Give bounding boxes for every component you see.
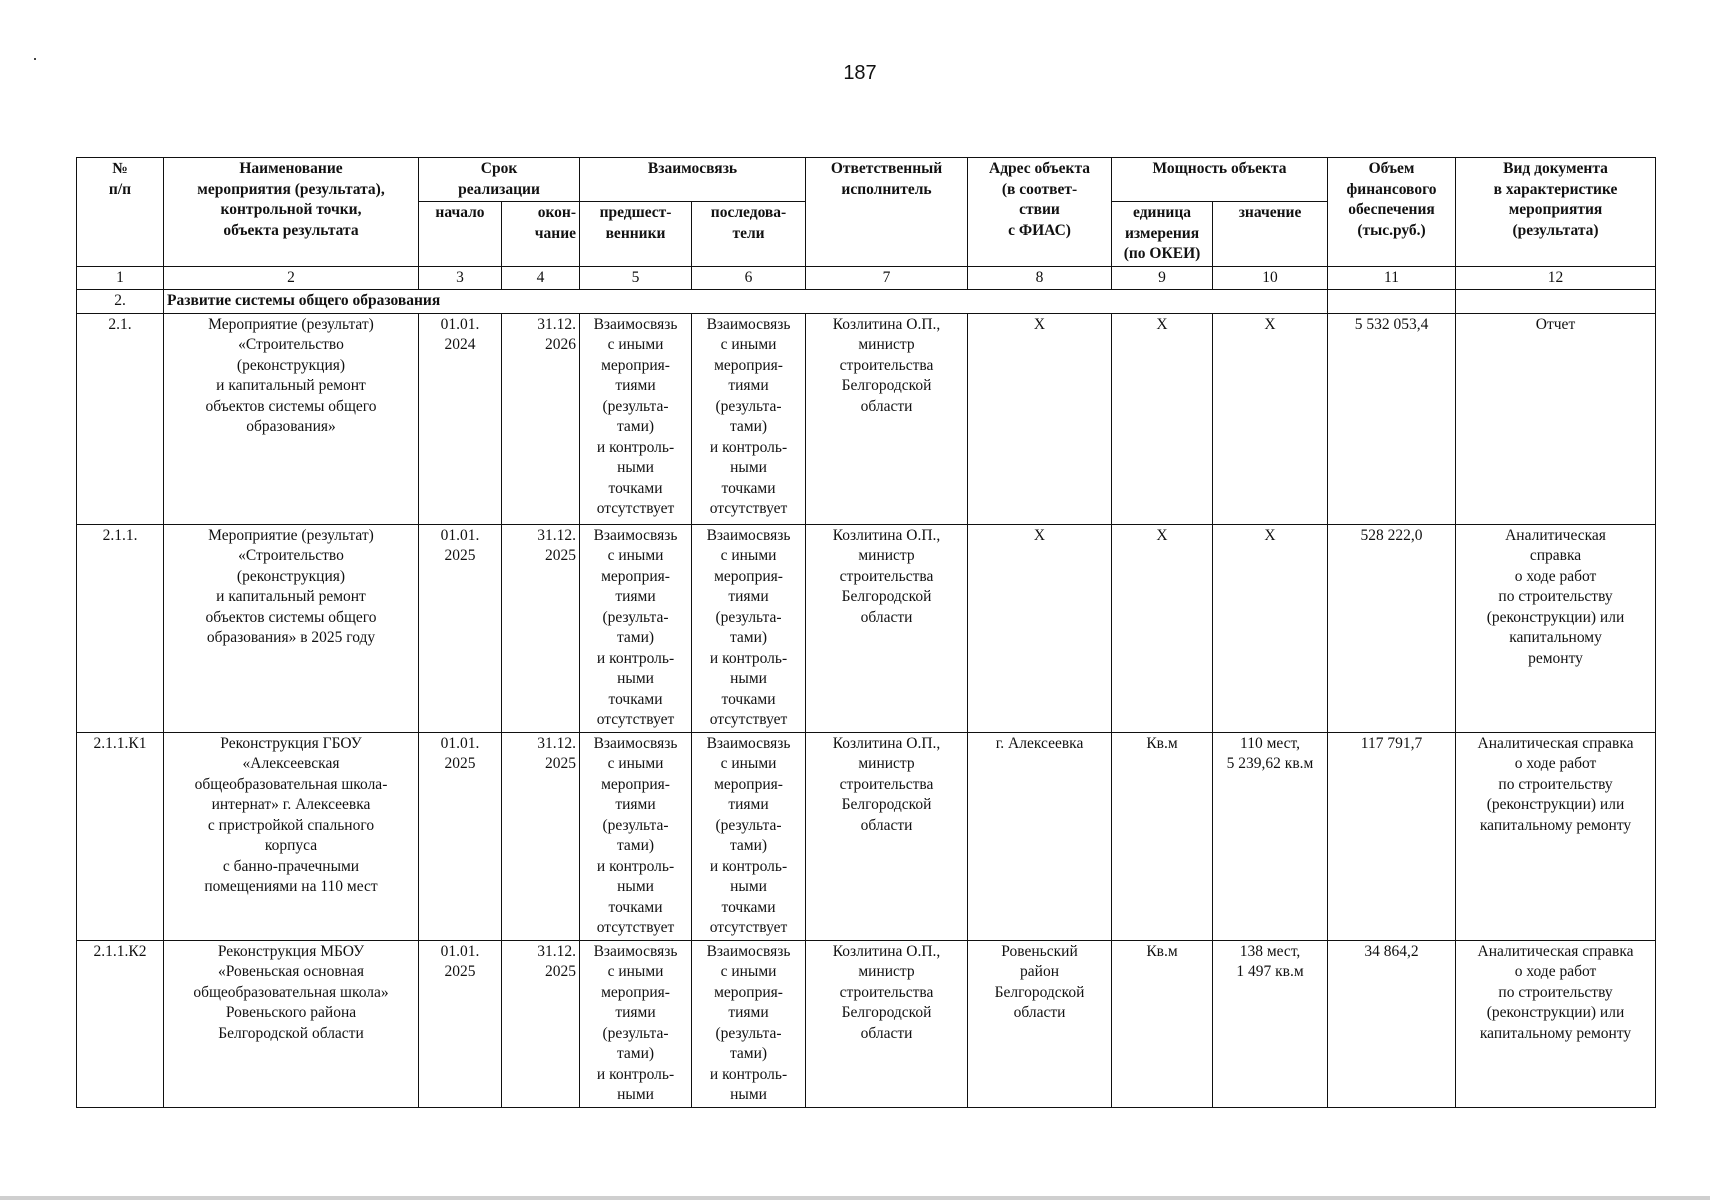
row-responsible: Козлитина О.П., министр строительства Белгородской области <box>806 940 968 1107</box>
row-num: 2.1.1.К1 <box>77 732 164 940</box>
header-name: Наименование мероприятия (результата), контрольной точки, объекта результата <box>164 158 419 267</box>
row-name: Мероприятие (результат) «Строительство (реконструкция) и капитальный ремонт объектов системы общего образования» <box>164 313 419 524</box>
table-row <box>77 940 1656 1107</box>
header-term: Срок реализации <box>419 158 580 202</box>
header-link: Взаимосвязь <box>580 158 806 202</box>
header-pred: предшест- венники <box>580 202 692 267</box>
row-finance: 528 222,0 <box>1328 524 1456 732</box>
row-end: 31.12. 2025 <box>502 940 580 1107</box>
table-row <box>77 313 1656 524</box>
row-start: 01.01. 2025 <box>419 524 502 732</box>
column-number: 1 <box>77 266 164 290</box>
column-number: 3 <box>419 266 502 290</box>
row-value: 110 мест, 5 239,62 кв.м <box>1213 732 1328 940</box>
row-address: Ровеньский район Белгородской области <box>968 940 1112 1107</box>
row-unit: Кв.м <box>1112 732 1213 940</box>
row-successors: Взаимосвязь с иными мероприя- тиями (результа- тами) и контроль- ными точками отсутствует <box>692 313 806 524</box>
row-num: 2.1.1. <box>77 524 164 732</box>
row-end: 31.12. 2026 <box>502 313 580 524</box>
header-capacity: Мощность объекта <box>1112 158 1328 202</box>
row-document: Отчет <box>1456 313 1656 524</box>
header-value: значение <box>1213 202 1328 267</box>
row-value: 138 мест, 1 497 кв.м <box>1213 940 1328 1107</box>
plan-table <box>76 157 1656 1108</box>
column-number: 9 <box>1112 266 1213 290</box>
row-end: 31.12. 2025 <box>502 524 580 732</box>
row-finance: 34 864,2 <box>1328 940 1456 1107</box>
row-end: 31.12. 2025 <box>502 732 580 940</box>
scan-speck <box>34 58 36 60</box>
row-name: Реконструкция МБОУ «Ровеньская основная общеобразовательная школа» Ровеньского района Белгородской области <box>164 940 419 1107</box>
row-successors: Взаимосвязь с иными мероприя- тиями (результа- тами) и контроль- ными точками отсутствует <box>692 524 806 732</box>
row-document: Аналитическая справка о ходе работ по строительству (реконструкции) или капитальному ремонту <box>1456 732 1656 940</box>
table-row <box>77 732 1656 940</box>
row-unit: Х <box>1112 524 1213 732</box>
row-name: Мероприятие (результат) «Строительство (реконструкция) и капитальный ремонт объектов системы общего образования» в 2025 году <box>164 524 419 732</box>
column-number: 10 <box>1213 266 1328 290</box>
row-finance: 117 791,7 <box>1328 732 1456 940</box>
row-name: Реконструкция ГБОУ «Алексеевская общеобразовательная школа- интернат» г. Алексеевка с пристройкой спального корпуса с банно-прачечными помещениями на 110 мест <box>164 732 419 940</box>
header-row-1 <box>77 158 1656 202</box>
row-num: 2.1.1.К2 <box>77 940 164 1107</box>
column-number: 7 <box>806 266 968 290</box>
row-num: 2.1. <box>77 313 164 524</box>
row-predecessors: Взаимосвязь с иными мероприя- тиями (результа- тами) и контроль- ными точками отсутствует <box>580 524 692 732</box>
header-start: начало <box>419 202 502 267</box>
row-address: Х <box>968 313 1112 524</box>
row-responsible: Козлитина О.П., министр строительства Белгородской области <box>806 313 968 524</box>
column-number: 2 <box>164 266 419 290</box>
row-address: Х <box>968 524 1112 732</box>
header-finance: Объем финансового обеспечения (тыс.руб.) <box>1328 158 1456 267</box>
table-row <box>77 524 1656 732</box>
column-number: 5 <box>580 266 692 290</box>
row-value: Х <box>1213 313 1328 524</box>
section-blank <box>1456 290 1656 314</box>
rows-body <box>77 313 1656 1107</box>
section-blank <box>1328 290 1456 314</box>
row-responsible: Козлитина О.П., министр строительства Белгородской области <box>806 524 968 732</box>
section-num: 2. <box>77 290 164 314</box>
row-predecessors: Взаимосвязь с иными мероприя- тиями (результа- тами) и контроль- ными точками отсутствует <box>580 313 692 524</box>
header-end: окон- чание <box>502 202 580 267</box>
row-responsible: Козлитина О.П., министр строительства Белгородской области <box>806 732 968 940</box>
row-address: г. Алексеевка <box>968 732 1112 940</box>
header-address: Адрес объекта (в соответ- ствии с ФИАС) <box>968 158 1112 267</box>
page-number: 187 <box>843 62 877 84</box>
header-unit: единица измерения (по ОКЕИ) <box>1112 202 1213 267</box>
row-unit: Х <box>1112 313 1213 524</box>
row-value: Х <box>1213 524 1328 732</box>
row-successors: Взаимосвязь с иными мероприя- тиями (результа- тами) и контроль- ными точками отсутствует <box>692 732 806 940</box>
column-numbers-row <box>77 266 1656 290</box>
row-successors: Взаимосвязь с иными мероприя- тиями (результа- тами) и контроль- ными <box>692 940 806 1107</box>
column-number: 12 <box>1456 266 1656 290</box>
column-number: 4 <box>502 266 580 290</box>
row-predecessors: Взаимосвязь с иными мероприя- тиями (результа- тами) и контроль- ными <box>580 940 692 1107</box>
scan-edge <box>0 1196 1710 1200</box>
row-start: 01.01. 2025 <box>419 940 502 1107</box>
row-document: Аналитическая справка о ходе работ по строительству (реконструкции) или капитальному ремонту <box>1456 524 1656 732</box>
column-number: 8 <box>968 266 1112 290</box>
row-start: 01.01. 2025 <box>419 732 502 940</box>
row-predecessors: Взаимосвязь с иными мероприя- тиями (результа- тами) и контроль- ными точками отсутствует <box>580 732 692 940</box>
column-number: 6 <box>692 266 806 290</box>
row-unit: Кв.м <box>1112 940 1213 1107</box>
section-row <box>77 290 1656 314</box>
header-responsible: Ответственный исполнитель <box>806 158 968 267</box>
column-number: 11 <box>1328 266 1456 290</box>
row-finance: 5 532 053,4 <box>1328 313 1456 524</box>
row-document: Аналитическая справка о ходе работ по строительству (реконструкции) или капитальному ремонту <box>1456 940 1656 1107</box>
header-doc: Вид документа в характеристике мероприятия (результата) <box>1456 158 1656 267</box>
header-succ: последова- тели <box>692 202 806 267</box>
section-title: Развитие системы общего образования <box>164 290 1328 314</box>
row-start: 01.01. 2024 <box>419 313 502 524</box>
header-num: № п/п <box>77 158 164 267</box>
